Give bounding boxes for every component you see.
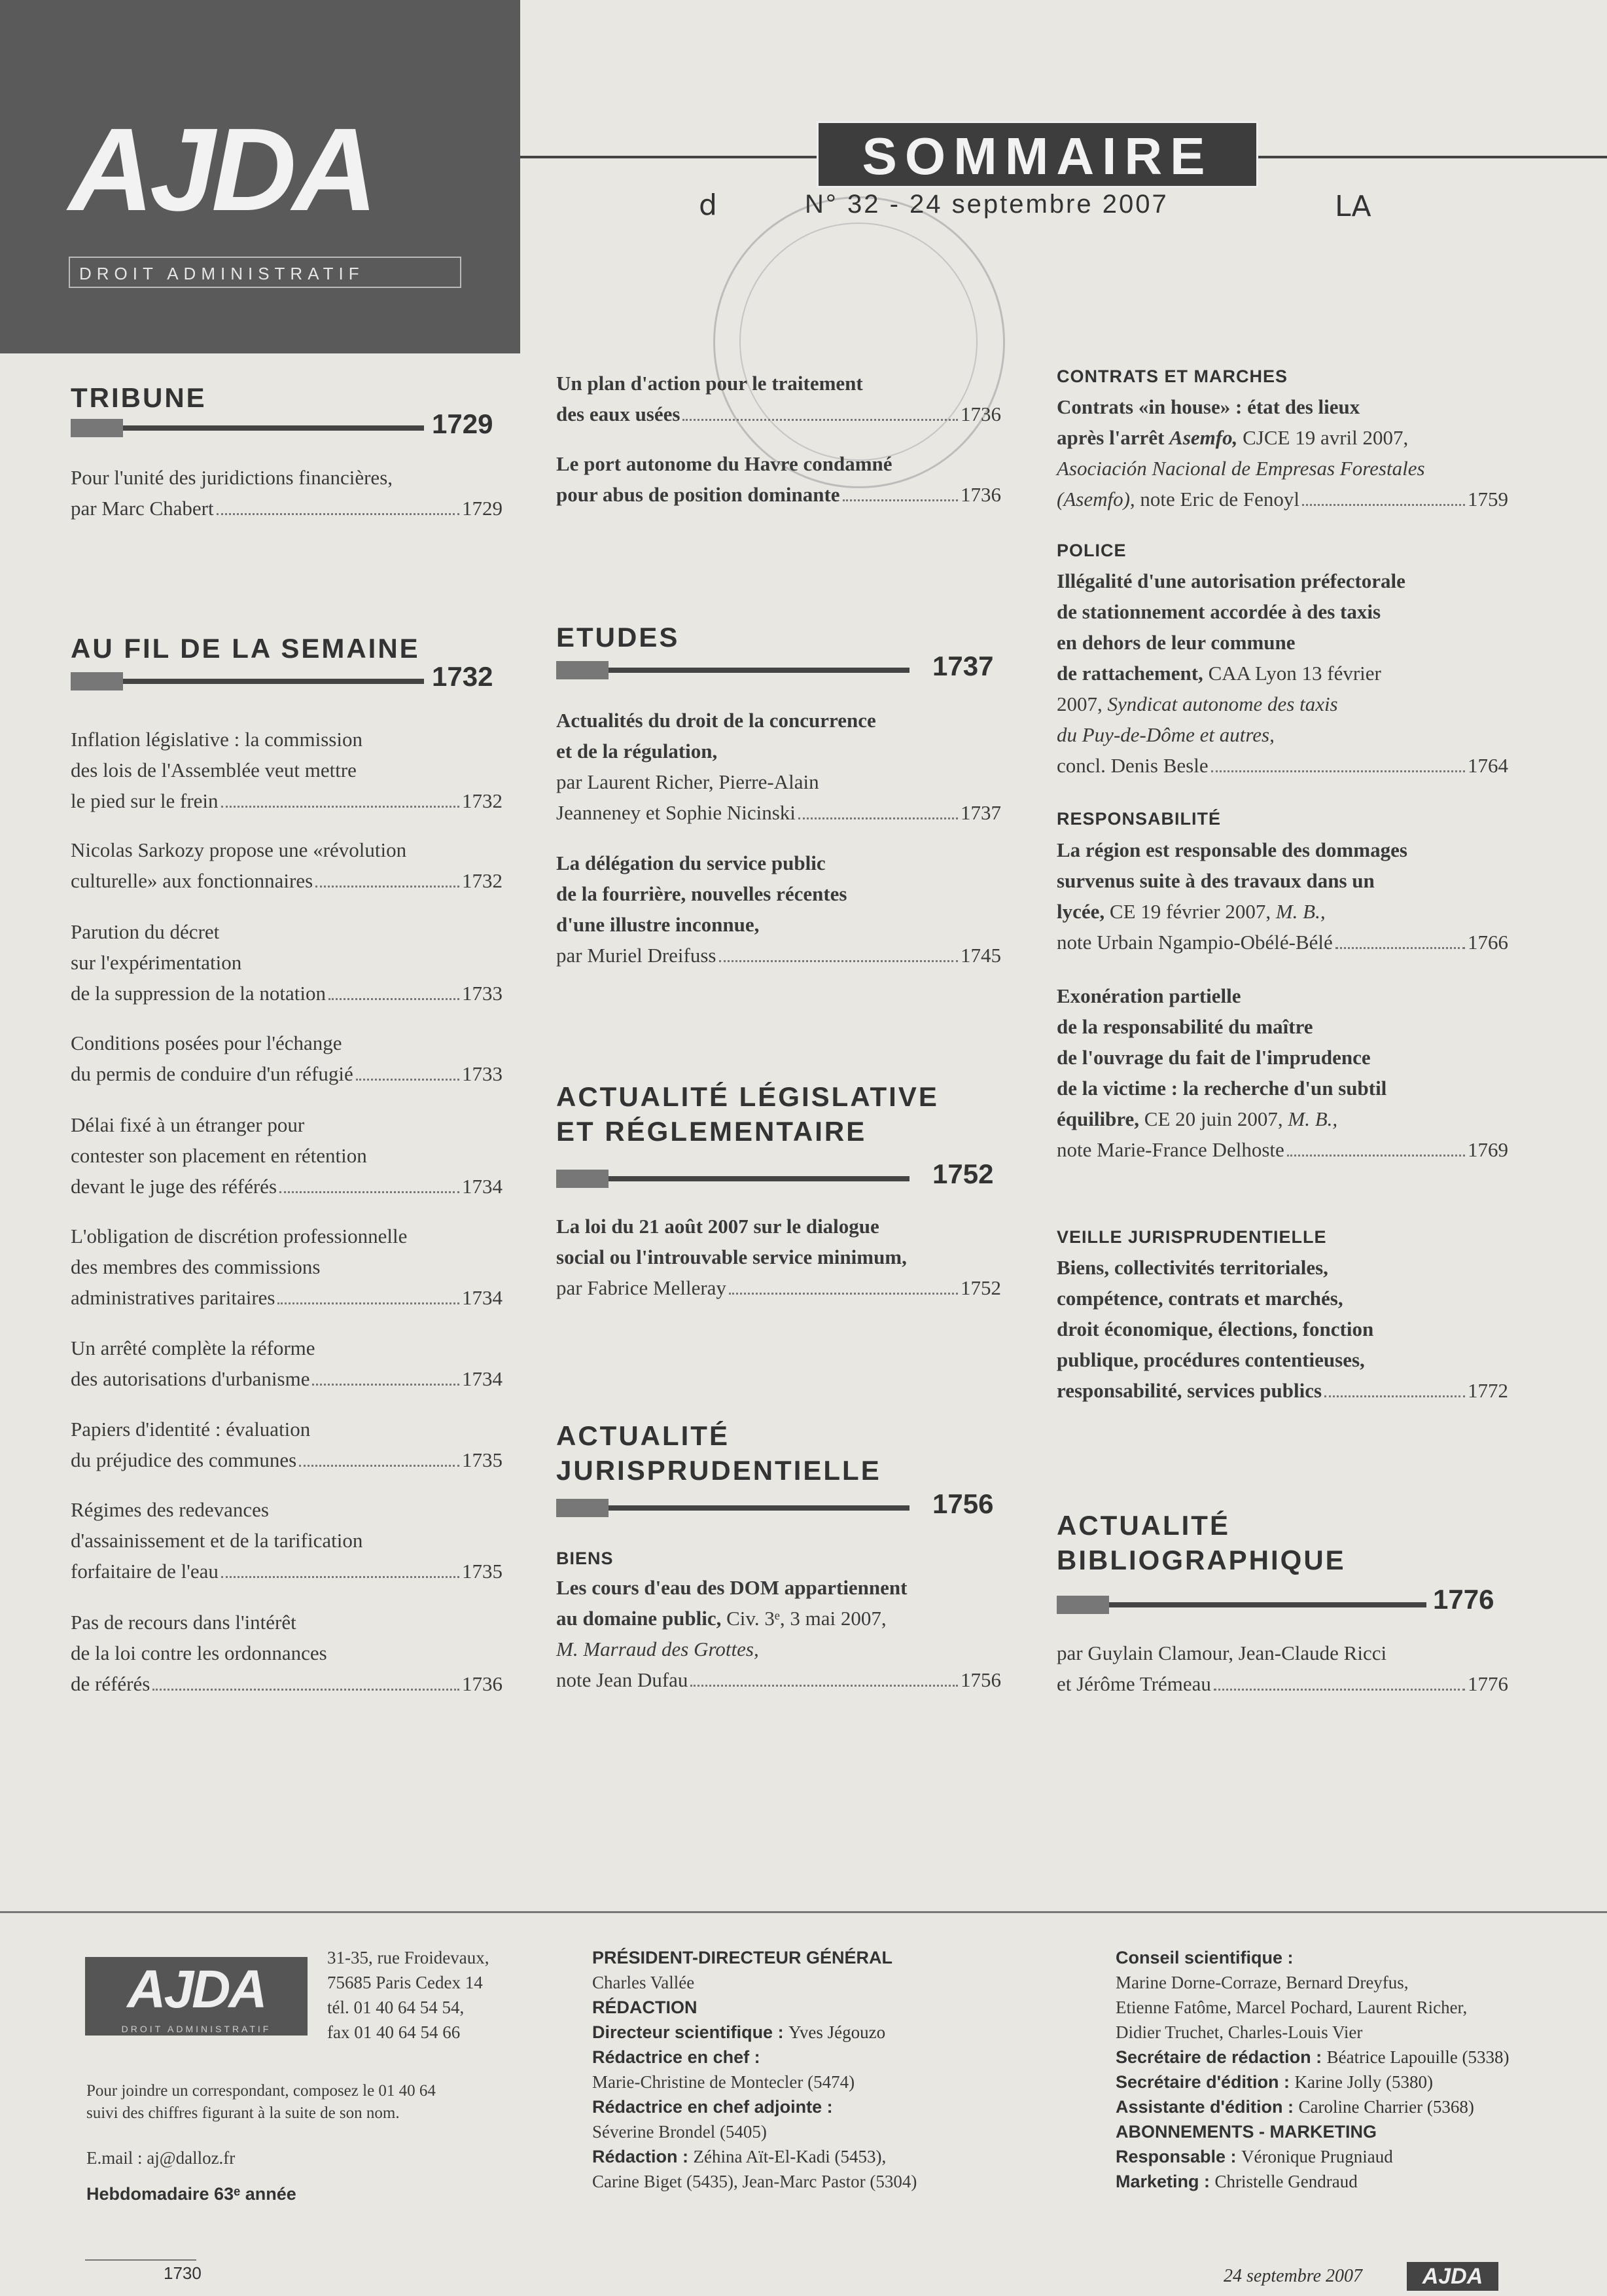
footer-management — [592, 1945, 1063, 2194]
entry-line: du permis de conduire d'un réfugié — [71, 1062, 353, 1085]
value: Marie-Christine de Montecler (5474) — [592, 2072, 855, 2092]
entry-page: 1734 — [462, 1175, 503, 1198]
note-line: Pour joindre un correspondant, composez le 01 40 64 — [86, 2082, 436, 2100]
section-page-tribune: 1729 — [432, 408, 493, 439]
toc-entry-semaine-4[interactable] — [71, 1028, 503, 1089]
section-rule-biblio — [1057, 1602, 1426, 1607]
toc-entry-semaine-1[interactable] — [71, 724, 503, 816]
entry-line: Le port autonome du Havre condamné — [556, 452, 892, 475]
section-page-semaine: 1732 — [432, 661, 493, 692]
section-rule-juris — [556, 1505, 909, 1511]
entry-author: par Muriel Dreifuss — [556, 944, 716, 967]
entry-author: par Laurent Richer, Pierre-Alain — [556, 770, 819, 793]
value: Marine Dorne-Corraze, Bernard Dreyfus, — [1116, 1973, 1409, 1992]
issue-number-date: N° 32 - 24 septembre 2007 — [805, 190, 1169, 219]
toc-entry-semaine-7[interactable] — [71, 1333, 503, 1394]
category-biens: BIENS — [556, 1549, 614, 1568]
ajda-logo: AJDA — [69, 104, 374, 236]
entry-line: Nicolas Sarkozy propose une «révolution — [71, 838, 407, 861]
entry-page: 1732 — [462, 869, 503, 892]
entry-line: après l'arrêt — [1057, 426, 1165, 449]
toc-entry-etudes-2[interactable] — [556, 848, 1001, 971]
entry-line: Actualités du droit de la concurrence — [556, 709, 876, 732]
handwritten-mark-left: d — [699, 188, 717, 222]
entry-line: compétence, contrats et marchés, — [1057, 1287, 1343, 1310]
entry-line: de la responsabilité du maître — [1057, 1015, 1313, 1038]
toc-entry-legislative[interactable] — [556, 1211, 1001, 1303]
entry-party: Syndicat autonome des taxis — [1107, 692, 1338, 715]
entry-line: en dehors de leur commune — [1057, 631, 1296, 654]
value: Séverine Brondel (5405) — [592, 2122, 767, 2142]
category-veille: VEILLE JURISPRUDENTIELLE — [1057, 1227, 1327, 1247]
entry-party: du Puy-de-Dôme et autres, — [1057, 723, 1275, 746]
title-line: ACTUALITÉ — [556, 1420, 730, 1451]
section-title-biblio — [1057, 1509, 1346, 1577]
toc-entry-semaine-2[interactable] — [71, 834, 503, 896]
entry-line: Contrats «in house» : état des lieux — [1057, 395, 1360, 418]
entry-line: de la suppression de la notation — [71, 982, 326, 1005]
entry-line: de la loi contre les ordonnances — [71, 1641, 327, 1664]
entry-page: 1736 — [961, 483, 1001, 506]
entry-party: Asociación Nacional de Empresas Forestales — [1057, 457, 1425, 480]
footer-board — [1116, 1945, 1603, 2194]
note-line: suivi des chiffres figurant à la suite de son nom. — [86, 2104, 400, 2122]
section-title-tribune: TRIBUNE — [71, 382, 207, 413]
entry-line: Les cours d'eau des DOM appartiennent — [556, 1576, 908, 1599]
section-page-etudes: 1737 — [932, 651, 994, 681]
entry-page: 1756 — [961, 1668, 1001, 1691]
toc-entry-police[interactable] — [1057, 565, 1508, 781]
entry-page: 1759 — [1468, 488, 1508, 511]
entry-line: lycée, — [1057, 900, 1105, 923]
entry-line: au domaine public, — [556, 1607, 722, 1630]
footer-small-logo: AJDA — [1407, 2262, 1498, 2291]
category-police: POLICE — [1057, 541, 1127, 560]
title-line: BIBLIOGRAPHIQUE — [1057, 1544, 1346, 1575]
section-rule-etudes — [556, 668, 909, 673]
entry-line: des eaux usées — [556, 403, 680, 425]
entry-party: M. Marraud des Grottes, — [556, 1638, 759, 1660]
section-title-legislative — [556, 1080, 939, 1149]
page-number-rule — [85, 2259, 196, 2261]
value: Yves Jégouzo — [788, 2022, 886, 2042]
toc-entry-port-havre[interactable] — [556, 448, 1001, 510]
entry-line: le pied sur le frein — [71, 789, 219, 812]
value: Charles Vallée — [592, 1973, 695, 1992]
toc-entry-responsabilite-2[interactable] — [1057, 980, 1508, 1165]
entry-line: culturelle» aux fonctionnaires — [71, 869, 313, 892]
section-rule-semaine — [71, 679, 424, 684]
entry-author: note Urbain Ngampio-Obélé-Bélé — [1057, 931, 1333, 954]
entry-line: devant le juge des référés — [71, 1175, 277, 1198]
entry-page: 1733 — [462, 1062, 503, 1085]
entry-author: note Eric de Fenoyl — [1140, 488, 1300, 511]
toc-entry-eaux-usees[interactable] — [556, 368, 1001, 429]
entry-page: 1729 — [462, 497, 503, 520]
entry-party: M. B., — [1275, 900, 1326, 923]
toc-entry-contrats[interactable] — [1057, 391, 1508, 514]
label: Rédactrice en chef : — [592, 2047, 760, 2067]
page-number: 1730 — [164, 2263, 202, 2283]
label: PRÉSIDENT-DIRECTEUR GÉNÉRAL — [592, 1948, 893, 1967]
entry-page: 1745 — [961, 944, 1001, 967]
entry-author: note Marie-France Delhoste — [1057, 1138, 1284, 1161]
entry-line: Papiers d'identité : évaluation — [71, 1418, 311, 1441]
entry-party: (Asemfo), — [1057, 488, 1135, 511]
value: Didier Truchet, Charles-Louis Vier — [1116, 2022, 1363, 2042]
entry-party: Asemfo, — [1169, 426, 1238, 449]
entry-line: du préjudice des communes — [71, 1448, 297, 1471]
title-line: ACTUALITÉ LÉGISLATIVE — [556, 1081, 939, 1112]
entry-line: de la victime : la recherche d'un subtil — [1057, 1077, 1387, 1100]
footer-contact-note — [86, 2080, 436, 2125]
entry-line: La loi du 21 août 2007 sur le dialogue — [556, 1215, 879, 1238]
label: Responsable : — [1116, 2147, 1237, 2166]
label: RÉDACTION — [592, 1998, 698, 2017]
entry-line: forfaitaire de l'eau — [71, 1560, 219, 1583]
section-page-legislative: 1752 — [932, 1158, 994, 1189]
entry-page: 1764 — [1468, 754, 1508, 777]
toc-entry-etudes-1[interactable] — [556, 705, 1001, 828]
entry-author: note Jean Dufau — [556, 1668, 688, 1691]
entry-author: par Marc Chabert — [71, 497, 214, 520]
value: Caroline Charrier (5368) — [1298, 2097, 1474, 2117]
entry-citation: CJCE 19 avril 2007, — [1243, 426, 1409, 449]
toc-entry-semaine-9[interactable] — [71, 1494, 503, 1587]
entry-line: de rattachement, — [1057, 662, 1203, 685]
label: Rédaction : — [592, 2147, 689, 2166]
label: Rédactrice en chef adjointe : — [592, 2097, 833, 2117]
entry-line: Biens, collectivités territoriales, — [1057, 1256, 1328, 1279]
entry-page: 1772 — [1468, 1379, 1508, 1402]
entry-page: 1734 — [462, 1286, 503, 1309]
toc-entry-semaine-3[interactable] — [71, 916, 503, 1009]
entry-page: 1776 — [1468, 1672, 1508, 1695]
footer-hebdo: Hebdomadaire 63ᵉ année — [86, 2184, 296, 2204]
title-line: ET RÉGLEMENTAIRE — [556, 1115, 867, 1147]
entry-line: de référés — [71, 1672, 150, 1695]
value: Zéhina Aït-El-Kadi (5453), — [693, 2147, 887, 2166]
value: Véronique Prugniaud — [1241, 2147, 1393, 2166]
entry-citation: CAA Lyon 13 février — [1208, 662, 1381, 685]
value: Karine Jolly (5380) — [1294, 2072, 1433, 2092]
entry-author: Jeanneney et Sophie Nicinski — [556, 801, 796, 824]
toc-entry-semaine-6[interactable] — [71, 1221, 503, 1313]
entry-line: L'obligation de discrétion professionnelle — [71, 1225, 408, 1247]
entry-line: publique, procédures contentieuses, — [1057, 1348, 1365, 1371]
footer-date: 24 septembre 2007 — [1224, 2266, 1363, 2286]
entry-line: Délai fixé à un étranger pour — [71, 1113, 305, 1136]
footer-logo-subtitle: DROIT ADMINISTRATIF — [121, 2024, 272, 2034]
label: Conseil scientifique : — [1116, 1948, 1294, 1967]
section-title-semaine: AU FIL DE LA SEMAINE — [71, 633, 420, 664]
entry-line: Inflation législative : la commission — [71, 728, 362, 751]
entry-citation: CE 20 juin 2007, — [1144, 1107, 1283, 1130]
entry-page: 1735 — [462, 1448, 503, 1471]
entry-line: de la fourrière, nouvelles récentes — [556, 882, 847, 905]
entry-author: et Jérôme Trémeau — [1057, 1672, 1211, 1695]
entry-page: 1736 — [462, 1672, 503, 1695]
footer-address — [327, 1945, 489, 2045]
category-responsabilite: RESPONSABILITÉ — [1057, 809, 1222, 829]
entry-line: de l'ouvrage du fait de l'imprudence — [1057, 1046, 1371, 1069]
entry-author: concl. Denis Besle — [1057, 754, 1209, 777]
section-title-etudes: ETUDES — [556, 622, 680, 653]
value: Etienne Fatôme, Marcel Pochard, Laurent Richer, — [1116, 1998, 1468, 2017]
entry-line: des lois de l'Assemblée veut mettre — [71, 759, 357, 781]
entry-line: équilibre, — [1057, 1107, 1140, 1130]
toc-entry-juris-biens[interactable] — [556, 1572, 1001, 1695]
entry-citation: CE 19 février 2007, — [1109, 900, 1271, 923]
label: Marketing : — [1116, 2172, 1210, 2191]
entry-line: et de la régulation, — [556, 740, 718, 762]
entry-page: 1734 — [462, 1367, 503, 1390]
entry-line: Un arrêté complète la réforme — [71, 1336, 315, 1359]
entry-page: 1766 — [1468, 931, 1508, 954]
entry-page: 1732 — [462, 789, 503, 812]
footer-email[interactable]: E.mail : aj@dalloz.fr — [86, 2148, 236, 2168]
section-rule-legislative — [556, 1176, 909, 1181]
entry-title: Pour l'unité des juridictions financières, — [71, 466, 393, 489]
entry-line: Exonération partielle — [1057, 984, 1241, 1007]
entry-line: Régimes des redevances — [71, 1498, 269, 1521]
value: Carine Biget (5435), Jean-Marc Pastor (5304) — [592, 2172, 917, 2191]
section-rule-tribune — [71, 425, 424, 431]
value: Béatrice Lapouille (5338) — [1326, 2047, 1510, 2067]
toc-entry-veille[interactable] — [1057, 1252, 1508, 1406]
entry-party: M. B., — [1288, 1107, 1338, 1130]
label: Assistante d'édition : — [1116, 2097, 1294, 2117]
section-page-biblio: 1776 — [1433, 1584, 1494, 1615]
entry-line: Un plan d'action pour le traitement — [556, 372, 863, 395]
entry-line: social ou l'introuvable service minimum, — [556, 1246, 907, 1268]
entry-line: d'une illustre inconnue, — [556, 913, 760, 936]
section-page-juris: 1756 — [932, 1488, 994, 1519]
toc-entry-semaine-10[interactable] — [71, 1607, 503, 1699]
entry-citation: Civ. 3ᵉ, 3 mai 2007, — [726, 1607, 887, 1630]
entry-page: 1769 — [1468, 1138, 1508, 1161]
label: Directeur scientifique : — [592, 2022, 784, 2042]
phone: tél. 01 40 64 54 54, — [327, 1998, 465, 2017]
entry-line: La délégation du service public — [556, 852, 826, 874]
value: Christelle Gendraud — [1214, 2172, 1358, 2191]
entry-line: La région est responsable des dommages — [1057, 838, 1407, 861]
entry-line: d'assainissement et de la tarification — [71, 1529, 363, 1552]
handwritten-mark-right: LA — [1335, 190, 1371, 223]
address-line: 75685 Paris Cedex 14 — [327, 1973, 483, 1992]
entry-page: 1737 — [961, 801, 1001, 824]
entry-line: administratives paritaires — [71, 1286, 275, 1309]
label: Secrétaire de rédaction : — [1116, 2047, 1322, 2067]
toc-entry-semaine-8[interactable] — [71, 1414, 503, 1475]
entry-author: par Guylain Clamour, Jean-Claude Ricci — [1057, 1641, 1387, 1664]
entry-page: 1733 — [462, 982, 503, 1005]
entry-page: 1752 — [961, 1276, 1001, 1299]
entry-line: Conditions posées pour l'échange — [71, 1031, 342, 1054]
toc-entry-semaine-5[interactable] — [71, 1109, 503, 1202]
label: Secrétaire d'édition : — [1116, 2072, 1290, 2092]
fax: fax 01 40 64 54 66 — [327, 2022, 461, 2042]
footer-rule — [0, 1911, 1607, 1913]
entry-line: des membres des commissions — [71, 1255, 321, 1278]
entry-line: pour abus de position dominante — [556, 483, 840, 506]
toc-entry-biblio[interactable] — [1057, 1638, 1508, 1699]
entry-line: droit économique, élections, fonction — [1057, 1318, 1374, 1340]
entry-line: Pas de recours dans l'intérêt — [71, 1611, 296, 1634]
category-contrats: CONTRATS ET MARCHES — [1057, 367, 1288, 386]
entry-line: responsabilité, services publics — [1057, 1379, 1322, 1402]
entry-line: survenus suite à des travaux dans un — [1057, 869, 1375, 892]
entry-page: 1736 — [961, 403, 1001, 425]
title-line: JURISPRUDENTIELLE — [556, 1454, 881, 1486]
entry-author: par Fabrice Melleray — [556, 1276, 726, 1299]
label: ABONNEMENTS - MARKETING — [1116, 2122, 1377, 2142]
entry-citation: 2007, — [1057, 692, 1103, 715]
sommaire-banner: SOMMAIRE — [817, 121, 1258, 188]
toc-entry-responsabilite-1[interactable] — [1057, 834, 1508, 958]
entry-page: 1735 — [462, 1560, 503, 1583]
address-line: 31-35, rue Froidevaux, — [327, 1948, 489, 1967]
section-title-juris — [556, 1419, 881, 1488]
entry-line: sur l'expérimentation — [71, 951, 242, 974]
entry-line: contester son placement en rétention — [71, 1144, 367, 1167]
title-line: ACTUALITÉ — [1057, 1510, 1230, 1541]
entry-line: Illégalité d'une autorisation préfectorale — [1057, 569, 1405, 592]
footer-ajda-logo: AJDA — [85, 1957, 308, 2036]
entry-line: Parution du décret — [71, 920, 220, 943]
toc-entry-tribune[interactable] — [71, 462, 503, 524]
entry-line: de stationnement accordée à des taxis — [1057, 600, 1381, 623]
entry-line: des autorisations d'urbanisme — [71, 1367, 310, 1390]
logo-subtitle: DROIT ADMINISTRATIF — [69, 257, 461, 288]
